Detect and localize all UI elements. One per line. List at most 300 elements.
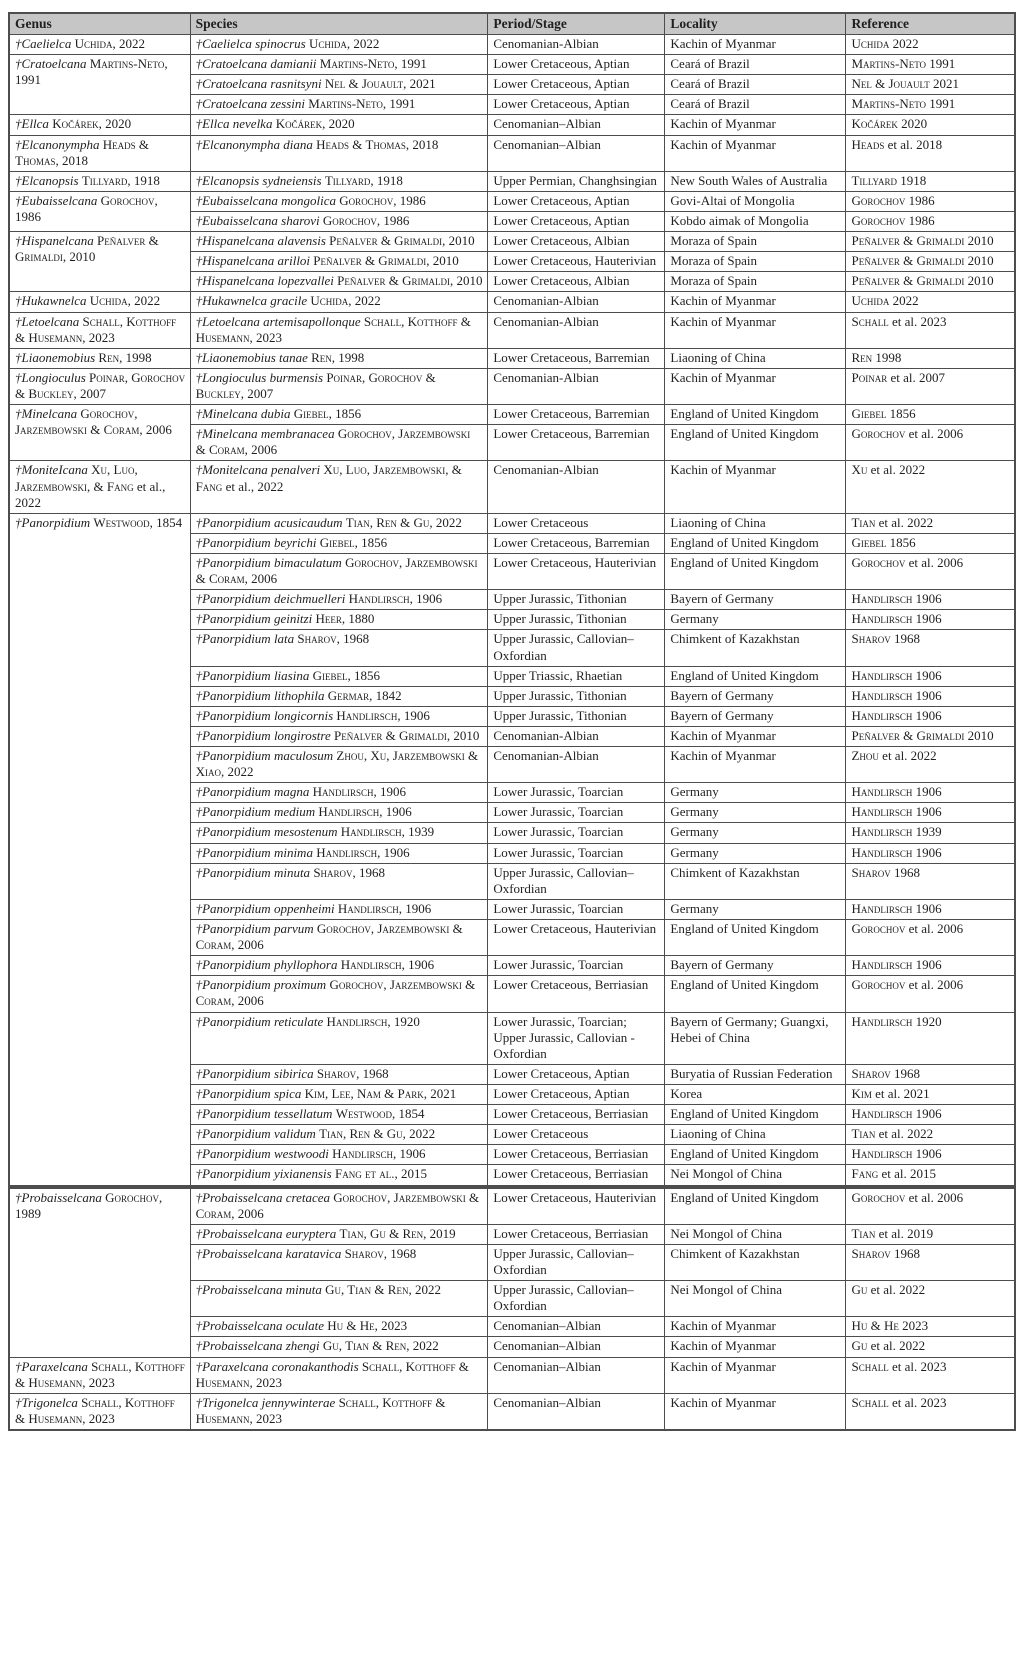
reference-cell bbox=[846, 783, 1015, 803]
genus-cell bbox=[9, 292, 190, 312]
species-cell bbox=[190, 1064, 488, 1084]
period-cell: Lower Cretaceous bbox=[488, 513, 665, 533]
species-cell bbox=[190, 1012, 488, 1064]
reference-cell bbox=[846, 863, 1015, 899]
reference-cell bbox=[846, 706, 1015, 726]
period-cell: Lower Cretaceous, Berriasian bbox=[488, 1165, 665, 1186]
genus-cell bbox=[9, 55, 190, 115]
locality-cell: Bayern of Germany bbox=[665, 706, 846, 726]
text-segment: Gorochov bbox=[851, 426, 906, 442]
reference-cell bbox=[846, 553, 1015, 589]
text-segment: Gu bbox=[851, 1338, 868, 1354]
locality-cell: Govi-Altai of Mongolia bbox=[665, 191, 846, 211]
locality-cell: Kobdo aimak of Mongolia bbox=[665, 211, 846, 231]
locality-cell: England of United Kingdom bbox=[665, 1145, 846, 1165]
species-cell bbox=[190, 1085, 488, 1105]
locality-cell: Kachin of Myanmar bbox=[665, 292, 846, 312]
table-row bbox=[9, 1188, 1015, 1225]
text-segment: Handlirsch 1939 bbox=[851, 824, 942, 840]
period-cell: Lower Cretaceous, Aptian bbox=[488, 55, 665, 75]
text-segment: †Monitelcana penalveri bbox=[195, 462, 324, 478]
species-cell bbox=[190, 783, 488, 803]
text-segment: Tillyard 1918 bbox=[851, 172, 927, 188]
reference-cell bbox=[846, 803, 1015, 823]
species-cell bbox=[190, 35, 488, 55]
reference-cell bbox=[846, 75, 1015, 95]
text-segment: et al. 2021 bbox=[871, 1086, 930, 1102]
period-cell: Cenomanian-Albian bbox=[488, 35, 665, 55]
locality-cell: Chimkent of Kazakhstan bbox=[665, 630, 846, 666]
text-segment: †Cratoelcana bbox=[15, 56, 90, 72]
text-segment: †Hukawnelca bbox=[15, 293, 90, 309]
reference-cell bbox=[846, 232, 1015, 252]
text-segment: Tian bbox=[851, 1126, 876, 1142]
text-segment: et al. 2006 bbox=[905, 921, 964, 937]
text-segment: Handlirsch, 1906 bbox=[312, 784, 406, 800]
species-cell bbox=[190, 425, 488, 461]
text-segment: Gorochov, 1986 bbox=[322, 212, 410, 228]
reference-cell bbox=[846, 55, 1015, 75]
text-segment: Handlirsch, 1906 bbox=[332, 1146, 426, 1162]
text-segment: †Ellca bbox=[15, 116, 53, 132]
text-segment: †Probaisselcana zhengi bbox=[195, 1338, 323, 1354]
text-segment: Handlirsch, 1920 bbox=[326, 1013, 420, 1029]
reference-cell bbox=[846, 513, 1015, 533]
text-segment: Giebel, 1856 bbox=[312, 667, 380, 683]
text-segment: et al. 2022 bbox=[867, 1282, 926, 1298]
reference-cell bbox=[846, 171, 1015, 191]
locality-cell: Chimkent of Kazakhstan bbox=[665, 1244, 846, 1280]
text-segment: Sharov, 1968 bbox=[344, 1245, 417, 1261]
text-segment: Schall, Kotthoff & Husemann, 2023 bbox=[195, 1358, 469, 1390]
species-cell bbox=[190, 292, 488, 312]
text-segment: Peñalver & Grimaldi, 2010 bbox=[337, 273, 483, 289]
text-segment: et al., 2022 bbox=[222, 478, 284, 494]
reference-cell bbox=[846, 461, 1015, 513]
text-segment: †Panorpidium bimaculatum bbox=[195, 554, 346, 570]
reference-cell bbox=[846, 191, 1015, 211]
text-segment: Heads bbox=[851, 136, 885, 152]
text-segment: †Panorpidium geinitzi bbox=[195, 611, 316, 627]
locality-cell: Chimkent of Kazakhstan bbox=[665, 863, 846, 899]
text-segment: Martins-Neto, 1991 bbox=[308, 96, 416, 112]
period-cell: Lower Cretaceous, Aptian bbox=[488, 1085, 665, 1105]
text-segment: †Cratoelcana damianii bbox=[195, 56, 320, 72]
text-segment: †Elcanopsis bbox=[15, 172, 82, 188]
species-cell bbox=[190, 1125, 488, 1145]
text-segment: †Paraxelcana coronakanthodis bbox=[195, 1358, 362, 1374]
species-cell bbox=[190, 232, 488, 252]
column-header-genus: Genus bbox=[9, 13, 190, 35]
locality-cell: Germany bbox=[665, 610, 846, 630]
period-cell: Cenomanian-Albian bbox=[488, 726, 665, 746]
reference-cell bbox=[846, 823, 1015, 843]
text-segment: †Panorpidium magna bbox=[195, 784, 313, 800]
genus-cell bbox=[9, 35, 190, 55]
locality-cell: England of United Kingdom bbox=[665, 1188, 846, 1225]
text-segment: Martins-Neto, 1991 bbox=[15, 56, 168, 88]
locality-cell: Buryatia of Russian Federation bbox=[665, 1064, 846, 1084]
text-segment: Gorochov, Jarzembowski & Coram, 2006 bbox=[195, 1189, 480, 1221]
locality-cell: Ceará of Brazil bbox=[665, 55, 846, 75]
locality-cell: Germany bbox=[665, 823, 846, 843]
reference-cell bbox=[846, 312, 1015, 348]
text-segment: †Panorpidium minima bbox=[195, 844, 317, 860]
text-segment: Gorochov bbox=[851, 921, 906, 937]
text-segment: Gorochov, Jarzembowski & Coram, 2006 bbox=[195, 977, 476, 1009]
genus-cell bbox=[9, 1357, 190, 1393]
locality-cell: Germany bbox=[665, 783, 846, 803]
locality-cell: Bayern of Germany bbox=[665, 956, 846, 976]
table-row bbox=[9, 461, 1015, 513]
text-segment: Nel & Jouault 2021 bbox=[851, 76, 959, 92]
text-segment: Sharov 1968 bbox=[851, 1065, 920, 1081]
text-segment: Handlirsch, 1939 bbox=[340, 824, 435, 840]
text-segment: Peñalver & Grimaldi, 2010 bbox=[15, 233, 159, 265]
period-cell: Upper Jurassic, Tithonian bbox=[488, 590, 665, 610]
text-segment: Gorochov, Jarzembowski & Coram, 2006 bbox=[195, 921, 463, 953]
text-segment: et al. 2023 bbox=[888, 1358, 947, 1374]
text-segment: †Panorpidium longirostre bbox=[195, 727, 335, 743]
text-segment: †Eubaisselcana mongolica bbox=[195, 192, 340, 208]
text-segment: Handlirsch, 1906 bbox=[336, 707, 430, 723]
text-segment: Gorochov, Jarzembowski & Coram, 2006 bbox=[195, 426, 471, 458]
period-cell: Upper Jurassic, Tithonian bbox=[488, 706, 665, 726]
reference-cell bbox=[846, 272, 1015, 292]
period-cell: Lower Cretaceous, Hauterivian bbox=[488, 553, 665, 589]
text-segment: †Probaisselcana minuta bbox=[195, 1282, 326, 1298]
table-row bbox=[9, 35, 1015, 55]
text-segment: Xu bbox=[851, 462, 868, 478]
table-row bbox=[9, 1357, 1015, 1393]
species-cell bbox=[190, 211, 488, 231]
species-cell bbox=[190, 726, 488, 746]
period-cell: Lower Cretaceous, Aptian bbox=[488, 95, 665, 115]
text-segment: Schall bbox=[851, 313, 889, 329]
text-segment: †Panorpidium maculosum bbox=[195, 748, 337, 764]
text-segment: et al. 2006 bbox=[905, 1189, 964, 1205]
text-segment: et al. 2007 bbox=[887, 369, 945, 385]
locality-cell: England of United Kingdom bbox=[665, 533, 846, 553]
species-cell bbox=[190, 1105, 488, 1125]
text-segment: Martins-Neto 1991 bbox=[851, 56, 956, 72]
locality-cell: Bayern of Germany bbox=[665, 590, 846, 610]
table-row bbox=[9, 232, 1015, 252]
text-segment: †Panorpidium lithophila bbox=[195, 687, 328, 703]
text-segment: Handlirsch 1906 bbox=[851, 784, 942, 800]
text-segment: Hu & He 2023 bbox=[851, 1318, 929, 1334]
period-cell: Lower Jurassic, Toarcian bbox=[488, 783, 665, 803]
period-cell: Cenomanian-Albian bbox=[488, 292, 665, 312]
text-segment: †Cratoelcana zessini bbox=[195, 96, 309, 112]
text-segment: †Minelcana membranacea bbox=[195, 426, 338, 442]
text-segment: Peñalver & Grimaldi 2010 bbox=[851, 727, 994, 743]
species-cell bbox=[190, 75, 488, 95]
species-cell bbox=[190, 553, 488, 589]
period-cell: Lower Cretaceous, Berriasian bbox=[488, 976, 665, 1012]
reference-cell bbox=[846, 292, 1015, 312]
text-segment: Ren, 1998 bbox=[98, 349, 152, 365]
period-cell: Lower Cretaceous, Berriasian bbox=[488, 1224, 665, 1244]
text-segment: Xu, Luo, Jarzembowski, & Fang bbox=[15, 462, 138, 494]
reference-cell bbox=[846, 610, 1015, 630]
locality-cell: Nei Mongol of China bbox=[665, 1165, 846, 1186]
species-cell bbox=[190, 956, 488, 976]
period-cell: Lower Jurassic, Toarcian bbox=[488, 956, 665, 976]
text-segment: †Letoelcana bbox=[15, 313, 83, 329]
text-segment: Uchida, 2022 bbox=[74, 36, 145, 51]
reference-cell bbox=[846, 1012, 1015, 1064]
table-row bbox=[9, 513, 1015, 533]
species-cell bbox=[190, 135, 488, 171]
reference-cell bbox=[846, 899, 1015, 919]
text-segment: Sharov, 1968 bbox=[297, 631, 370, 647]
species-cell bbox=[190, 1145, 488, 1165]
reference-cell bbox=[846, 590, 1015, 610]
text-segment: Handlirsch 1906 bbox=[851, 804, 942, 820]
taxa-table-2-table bbox=[8, 1187, 1016, 1431]
text-segment: †Elcanopsis sydneiensis bbox=[195, 172, 325, 188]
species-cell bbox=[190, 706, 488, 726]
text-segment: Kočárek 2020 bbox=[851, 116, 928, 132]
text-segment: Sharov 1968 bbox=[851, 1245, 920, 1261]
text-segment: †Trigonelca jennywinterae bbox=[195, 1394, 339, 1410]
header-row bbox=[9, 13, 1015, 35]
locality-cell: Ceará of Brazil bbox=[665, 75, 846, 95]
species-cell bbox=[190, 171, 488, 191]
period-cell: Lower Jurassic, Toarcian bbox=[488, 823, 665, 843]
reference-cell bbox=[846, 135, 1015, 171]
locality-cell: Moraza of Spain bbox=[665, 272, 846, 292]
text-segment: Peñalver & Grimaldi 2010 bbox=[851, 273, 994, 289]
period-cell: Lower Cretaceous, Berriasian bbox=[488, 1145, 665, 1165]
text-segment: Gorochov bbox=[851, 554, 906, 570]
text-segment: Handlirsch 1906 bbox=[851, 611, 942, 627]
text-segment: Gorochov, 1989 bbox=[15, 1189, 163, 1221]
text-segment: †Elcanonympha bbox=[15, 136, 103, 152]
text-segment: et al. 2022 bbox=[875, 514, 934, 530]
period-cell: Cenomanian-Albian bbox=[488, 368, 665, 404]
species-cell bbox=[190, 1188, 488, 1225]
text-segment: Handlirsch, 1906 bbox=[340, 957, 435, 973]
period-cell: Upper Permian, Changhsingian bbox=[488, 171, 665, 191]
text-segment: et al. 2006 bbox=[905, 554, 964, 570]
text-segment: et al. 2022 bbox=[875, 1126, 934, 1142]
period-cell: Upper Triassic, Rhaetian bbox=[488, 666, 665, 686]
period-cell: Cenomanian-Albian bbox=[488, 461, 665, 513]
text-segment: Handlirsch 1906 bbox=[851, 591, 942, 607]
period-cell: Lower Cretaceous, Barremian bbox=[488, 405, 665, 425]
species-cell bbox=[190, 1165, 488, 1186]
locality-cell: Ceará of Brazil bbox=[665, 95, 846, 115]
text-segment: Fang et al., 2015 bbox=[334, 1166, 427, 1182]
text-segment: Tillyard, 1918 bbox=[81, 172, 160, 188]
text-segment: Kim bbox=[851, 1086, 872, 1102]
table-row bbox=[9, 135, 1015, 171]
text-segment: et al. 2022 bbox=[867, 1338, 926, 1354]
reference-cell bbox=[846, 1244, 1015, 1280]
text-segment: Gorochov, 1986 bbox=[15, 192, 158, 224]
reference-cell bbox=[846, 630, 1015, 666]
text-segment: †Minelcana dubia bbox=[195, 406, 294, 422]
column-header-reference: Reference bbox=[846, 13, 1015, 35]
reference-cell bbox=[846, 1317, 1015, 1337]
text-segment: Kočárek, 2020 bbox=[275, 116, 355, 132]
genus-cell bbox=[9, 115, 190, 135]
locality-cell: Kachin of Myanmar bbox=[665, 312, 846, 348]
text-segment: †Panorpidium lata bbox=[195, 631, 298, 647]
locality-cell: Liaoning of China bbox=[665, 513, 846, 533]
period-cell: Upper Jurassic, Callovian–Oxfordian bbox=[488, 630, 665, 666]
text-segment: Sharov 1968 bbox=[851, 631, 920, 647]
reference-cell bbox=[846, 252, 1015, 272]
period-cell: Lower Jurassic, Toarcian; Upper Jurassic, Callovian - Oxfordian bbox=[488, 1012, 665, 1064]
text-segment: †Letoelcana artemisapollonque bbox=[195, 313, 364, 329]
text-segment: †Panorpidium beyrichi bbox=[195, 534, 320, 550]
text-segment: Poinar, Gorochov & Buckley, 2007 bbox=[195, 369, 436, 401]
locality-cell: Kachin of Myanmar bbox=[665, 726, 846, 746]
text-segment: †Panorpidium sibirica bbox=[195, 1065, 317, 1081]
text-segment: Schall bbox=[851, 1358, 889, 1374]
species-cell bbox=[190, 405, 488, 425]
species-cell bbox=[190, 348, 488, 368]
text-segment: Schall bbox=[851, 1394, 889, 1410]
period-cell: Lower Jurassic, Toarcian bbox=[488, 899, 665, 919]
locality-cell: Kachin of Myanmar bbox=[665, 1393, 846, 1430]
species-cell bbox=[190, 1393, 488, 1430]
text-segment: Peñalver & Grimaldi, 2010 bbox=[313, 253, 459, 269]
reference-cell bbox=[846, 726, 1015, 746]
reference-cell bbox=[846, 95, 1015, 115]
period-cell: Lower Cretaceous, Hauterivian bbox=[488, 252, 665, 272]
text-segment: Uchida, 2022 bbox=[310, 293, 381, 309]
locality-cell: England of United Kingdom bbox=[665, 976, 846, 1012]
column-header-species: Species bbox=[190, 13, 488, 35]
text-segment: Tian bbox=[851, 514, 876, 530]
text-segment: †Panorpidium validum bbox=[195, 1126, 320, 1142]
reference-cell bbox=[846, 211, 1015, 231]
text-segment: Martins-Neto, 1991 bbox=[319, 56, 427, 72]
text-segment: Tian bbox=[851, 1225, 876, 1241]
text-segment: Gorochov bbox=[851, 977, 906, 993]
text-segment: Schall, Kotthoff & Husemann, 2023 bbox=[195, 1394, 446, 1426]
reference-cell bbox=[846, 368, 1015, 404]
text-segment: Handlirsch 1906 bbox=[851, 844, 942, 860]
species-cell bbox=[190, 312, 488, 348]
species-cell bbox=[190, 368, 488, 404]
species-cell bbox=[190, 513, 488, 533]
text-segment: †Panorpidium reticulate bbox=[195, 1013, 327, 1029]
text-segment: †Probaisselcana cretacea bbox=[195, 1189, 334, 1205]
text-segment: et al. 2006 bbox=[905, 426, 964, 442]
text-segment: Fang bbox=[851, 1166, 879, 1182]
text-segment: Peñalver & Grimaldi, 2010 bbox=[334, 727, 480, 743]
locality-cell: Bayern of Germany; Guangxi, Hebei of China bbox=[665, 1012, 846, 1064]
text-segment: †Panorpidium tessellatum bbox=[195, 1106, 336, 1122]
species-cell bbox=[190, 1357, 488, 1393]
text-segment: Schall, Kotthoff & Husemann, 2023 bbox=[15, 1394, 175, 1426]
text-segment: Handlirsch 1906 bbox=[851, 1106, 942, 1122]
text-segment: Uchida, 2022 bbox=[308, 36, 380, 51]
period-cell: Lower Cretaceous, Hauterivian bbox=[488, 1188, 665, 1225]
locality-cell: Korea bbox=[665, 1085, 846, 1105]
text-segment: et al. 2023 bbox=[888, 313, 947, 329]
period-cell: Cenomanian–Albian bbox=[488, 1393, 665, 1430]
period-cell: Lower Cretaceous, Albian bbox=[488, 232, 665, 252]
text-segment: Sharov, 1968 bbox=[316, 1065, 389, 1081]
text-segment: Poinar bbox=[851, 369, 888, 385]
text-segment: Ren 1998 bbox=[851, 349, 902, 365]
text-segment: †Probaisselcana oculate bbox=[195, 1318, 328, 1334]
table-row bbox=[9, 292, 1015, 312]
table-row bbox=[9, 368, 1015, 404]
period-cell: Upper Jurassic, Callovian–Oxfordian bbox=[488, 1244, 665, 1280]
species-cell bbox=[190, 1244, 488, 1280]
text-segment: Handlirsch 1906 bbox=[851, 900, 942, 916]
text-segment: †Longioculus bbox=[15, 369, 90, 385]
reference-cell bbox=[846, 956, 1015, 976]
taxa-table-1 bbox=[8, 12, 1016, 1187]
text-segment: et al. 2022 bbox=[867, 462, 926, 478]
text-segment: Zhou bbox=[851, 748, 879, 764]
period-cell: Lower Cretaceous bbox=[488, 1125, 665, 1145]
locality-cell: Kachin of Myanmar bbox=[665, 35, 846, 55]
text-segment: †Elcanonympha diana bbox=[195, 136, 317, 152]
text-segment: †Hukawnelca gracile bbox=[195, 293, 311, 309]
text-segment: †Liaonemobius bbox=[15, 349, 99, 365]
locality-cell: England of United Kingdom bbox=[665, 405, 846, 425]
text-segment: †Panorpidium yixianensis bbox=[195, 1166, 335, 1182]
locality-cell: Bayern of Germany bbox=[665, 686, 846, 706]
species-cell bbox=[190, 920, 488, 956]
text-segment: Giebel, 1856 bbox=[293, 406, 362, 422]
genus-cell bbox=[9, 171, 190, 191]
text-segment: Handlirsch 1906 bbox=[851, 707, 942, 723]
reference-cell bbox=[846, 1125, 1015, 1145]
locality-cell: Kachin of Myanmar bbox=[665, 368, 846, 404]
species-cell bbox=[190, 590, 488, 610]
text-segment: et al. 2015 bbox=[878, 1166, 936, 1182]
species-cell bbox=[190, 1317, 488, 1337]
text-segment: †Ellca nevelka bbox=[195, 116, 276, 132]
text-segment: Tian, Ren & Gu, 2022 bbox=[319, 1126, 436, 1142]
text-segment: Heads & Thomas, 2018 bbox=[15, 136, 149, 168]
locality-cell: England of United Kingdom bbox=[665, 425, 846, 461]
text-segment: †Caelielca spinocrus bbox=[195, 36, 309, 51]
text-segment: Giebel, 1856 bbox=[319, 534, 388, 550]
locality-cell: Germany bbox=[665, 899, 846, 919]
text-segment: Handlirsch 1906 bbox=[851, 957, 942, 973]
species-cell bbox=[190, 686, 488, 706]
reference-cell bbox=[846, 533, 1015, 553]
text-segment: Gu, Tian & Ren, 2022 bbox=[325, 1282, 441, 1298]
locality-cell: Kachin of Myanmar bbox=[665, 1357, 846, 1393]
period-cell: Lower Cretaceous, Berriasian bbox=[488, 1105, 665, 1125]
text-segment: Gorochov 1986 bbox=[851, 192, 935, 208]
species-cell bbox=[190, 747, 488, 783]
text-segment: Schall, Kotthoff & Husemann, 2023 bbox=[15, 313, 177, 345]
text-segment: Gu, Tian & Ren, 2022 bbox=[322, 1338, 439, 1354]
period-cell: Lower Cretaceous, Albian bbox=[488, 272, 665, 292]
text-segment: Gorochov bbox=[851, 1189, 906, 1205]
text-segment: Sharov 1968 bbox=[851, 864, 920, 880]
reference-cell bbox=[846, 1393, 1015, 1430]
reference-cell bbox=[846, 1224, 1015, 1244]
species-cell bbox=[190, 252, 488, 272]
text-segment: et al. 2006 bbox=[905, 977, 964, 993]
locality-cell: Nei Mongol of China bbox=[665, 1281, 846, 1317]
text-segment: †Hispanelcana arilloi bbox=[195, 253, 314, 269]
